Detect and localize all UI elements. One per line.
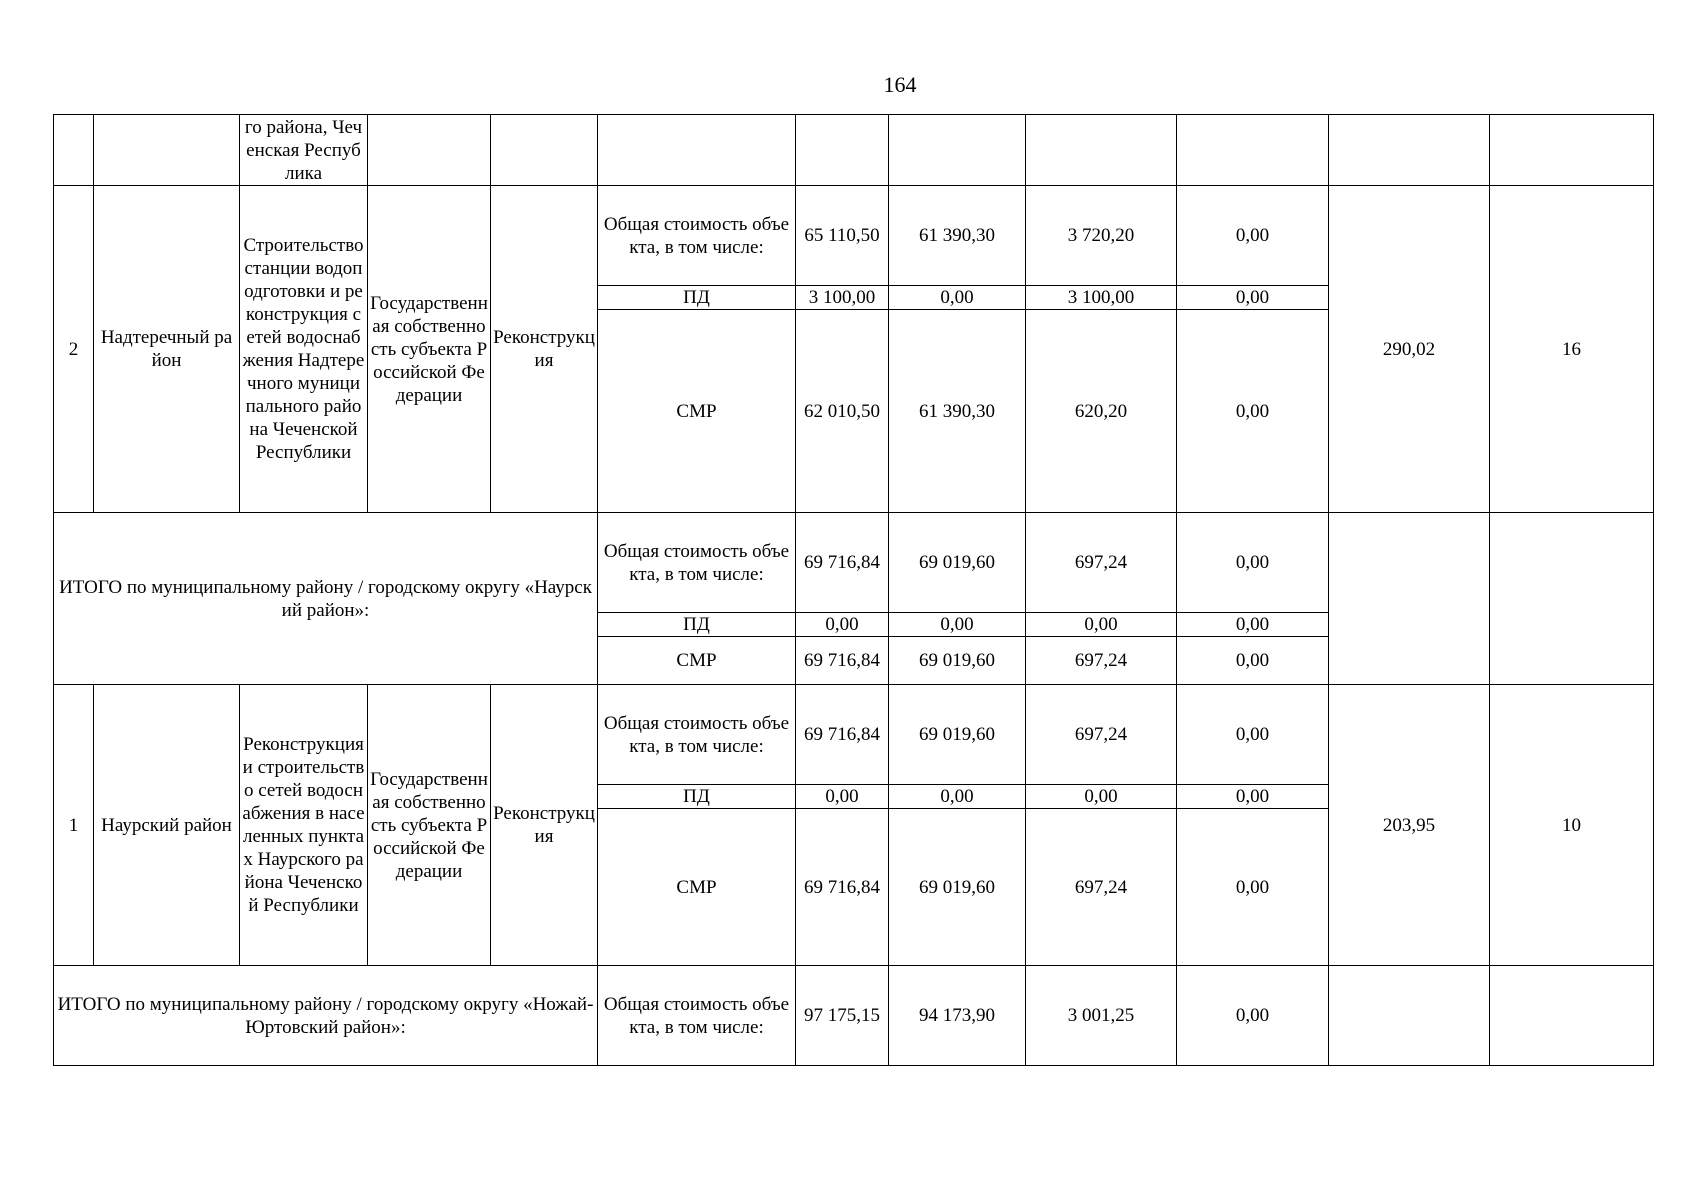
cell-v3: 0,00 [1177,186,1329,286]
subtotal-label: ИТОГО по муниципальному району / городскому округу «Наурский район»: [54,513,598,685]
cell-capacity: 290,02 [1329,186,1490,513]
cell-capacity [1329,966,1490,1066]
cell-v3: 0,00 [1177,613,1329,637]
cell-total: 0,00 [796,785,889,809]
cell-total: 3 100,00 [796,286,889,310]
cell-v1: 69 019,60 [889,685,1026,785]
cell-num: 2 [54,186,94,513]
cell-v2: 3 100,00 [1026,286,1177,310]
cell-v2: 697,24 [1026,637,1177,685]
cell-term [1490,513,1654,685]
cell-district: Надтеречный район [94,186,240,513]
cell-district: Наурский район [94,685,240,966]
cell-cost-label: Общая стоимость объекта, в том числе: [598,186,796,286]
cell-total: 69 716,84 [796,513,889,613]
table-row [54,685,1654,785]
cell-v3: 0,00 [1177,286,1329,310]
cell-v1: 0,00 [889,286,1026,310]
cell-object: Строительство станции водоподготовки и реконструкция сетей водоснабжения Надтеречного муниципального района Чеченской Республики [240,186,368,513]
cell-capacity [1329,513,1490,685]
cell-cost-label: Общая стоимость объекта, в том числе: [598,966,796,1066]
cell-total: 69 716,84 [796,637,889,685]
cell-object: го района, Чеченская Республика [240,115,368,186]
cell-v1 [889,115,1026,186]
cell-work-type [491,115,598,186]
cell-total: 62 010,50 [796,310,889,513]
cell-term [1490,966,1654,1066]
cell-v2: 697,24 [1026,685,1177,785]
cell-total: 0,00 [796,613,889,637]
table-row [54,115,1654,186]
cell-ownership: Государственная собственность субъекта Российской Федерации [368,186,491,513]
table-row [54,186,1654,286]
cell-v3: 0,00 [1177,310,1329,513]
cell-v1: 0,00 [889,785,1026,809]
cell-term: 16 [1490,186,1654,513]
cell-v1: 69 019,60 [889,513,1026,613]
cell-v3: 0,00 [1177,785,1329,809]
investment-table [53,114,1654,1066]
cell-district [94,115,240,186]
cell-v2: 697,24 [1026,513,1177,613]
cell-num [54,115,94,186]
cell-v2: 3 001,25 [1026,966,1177,1066]
cell-v1: 69 019,60 [889,637,1026,685]
cell-v1: 0,00 [889,613,1026,637]
cell-total [796,115,889,186]
subtotal-label: ИТОГО по муниципальному району / городскому округу «Ножай-Юртовский район»: [54,966,598,1066]
cell-v2: 697,24 [1026,809,1177,966]
cell-cost-label: Общая стоимость объекта, в том числе: [598,513,796,613]
cell-work-type: Реконструкция [491,186,598,513]
cell-cost-label: СМР [598,637,796,685]
cell-v3: 0,00 [1177,685,1329,785]
cell-v1: 94 173,90 [889,966,1026,1066]
cell-work-type: Реконструкция [491,685,598,966]
cell-total: 69 716,84 [796,809,889,966]
cell-cost-label: СМР [598,310,796,513]
cell-v2: 3 720,20 [1026,186,1177,286]
cell-cost-label: Общая стоимость объекта, в том числе: [598,685,796,785]
cell-num: 1 [54,685,94,966]
cell-cost-label: ПД [598,613,796,637]
cell-v3: 0,00 [1177,637,1329,685]
cell-object: Реконструкция и строительство сетей водоснабжения в населенных пунктах Наурского района Чеченской Республики [240,685,368,966]
cell-ownership [368,115,491,186]
cell-total: 69 716,84 [796,685,889,785]
cell-cost-label: ПД [598,785,796,809]
cell-v2: 0,00 [1026,613,1177,637]
cell-total: 65 110,50 [796,186,889,286]
cell-v3: 0,00 [1177,513,1329,613]
cell-cost-label [598,115,796,186]
cell-cost-label: ПД [598,286,796,310]
page-number: 164 [883,72,917,97]
cell-capacity [1329,115,1490,186]
cell-v3 [1177,115,1329,186]
table-row [54,513,1654,613]
cell-ownership: Государственная собственность субъекта Российской Федерации [368,685,491,966]
cell-term: 10 [1490,685,1654,966]
cell-v2: 620,20 [1026,310,1177,513]
cell-v3: 0,00 [1177,809,1329,966]
cell-v2 [1026,115,1177,186]
cell-total: 97 175,15 [796,966,889,1066]
table-row [54,966,1654,1066]
cell-v3: 0,00 [1177,966,1329,1066]
cell-v1: 69 019,60 [889,809,1026,966]
cell-cost-label: СМР [598,809,796,966]
cell-term [1490,115,1654,186]
cell-v1: 61 390,30 [889,186,1026,286]
cell-v1: 61 390,30 [889,310,1026,513]
cell-v2: 0,00 [1026,785,1177,809]
cell-capacity: 203,95 [1329,685,1490,966]
